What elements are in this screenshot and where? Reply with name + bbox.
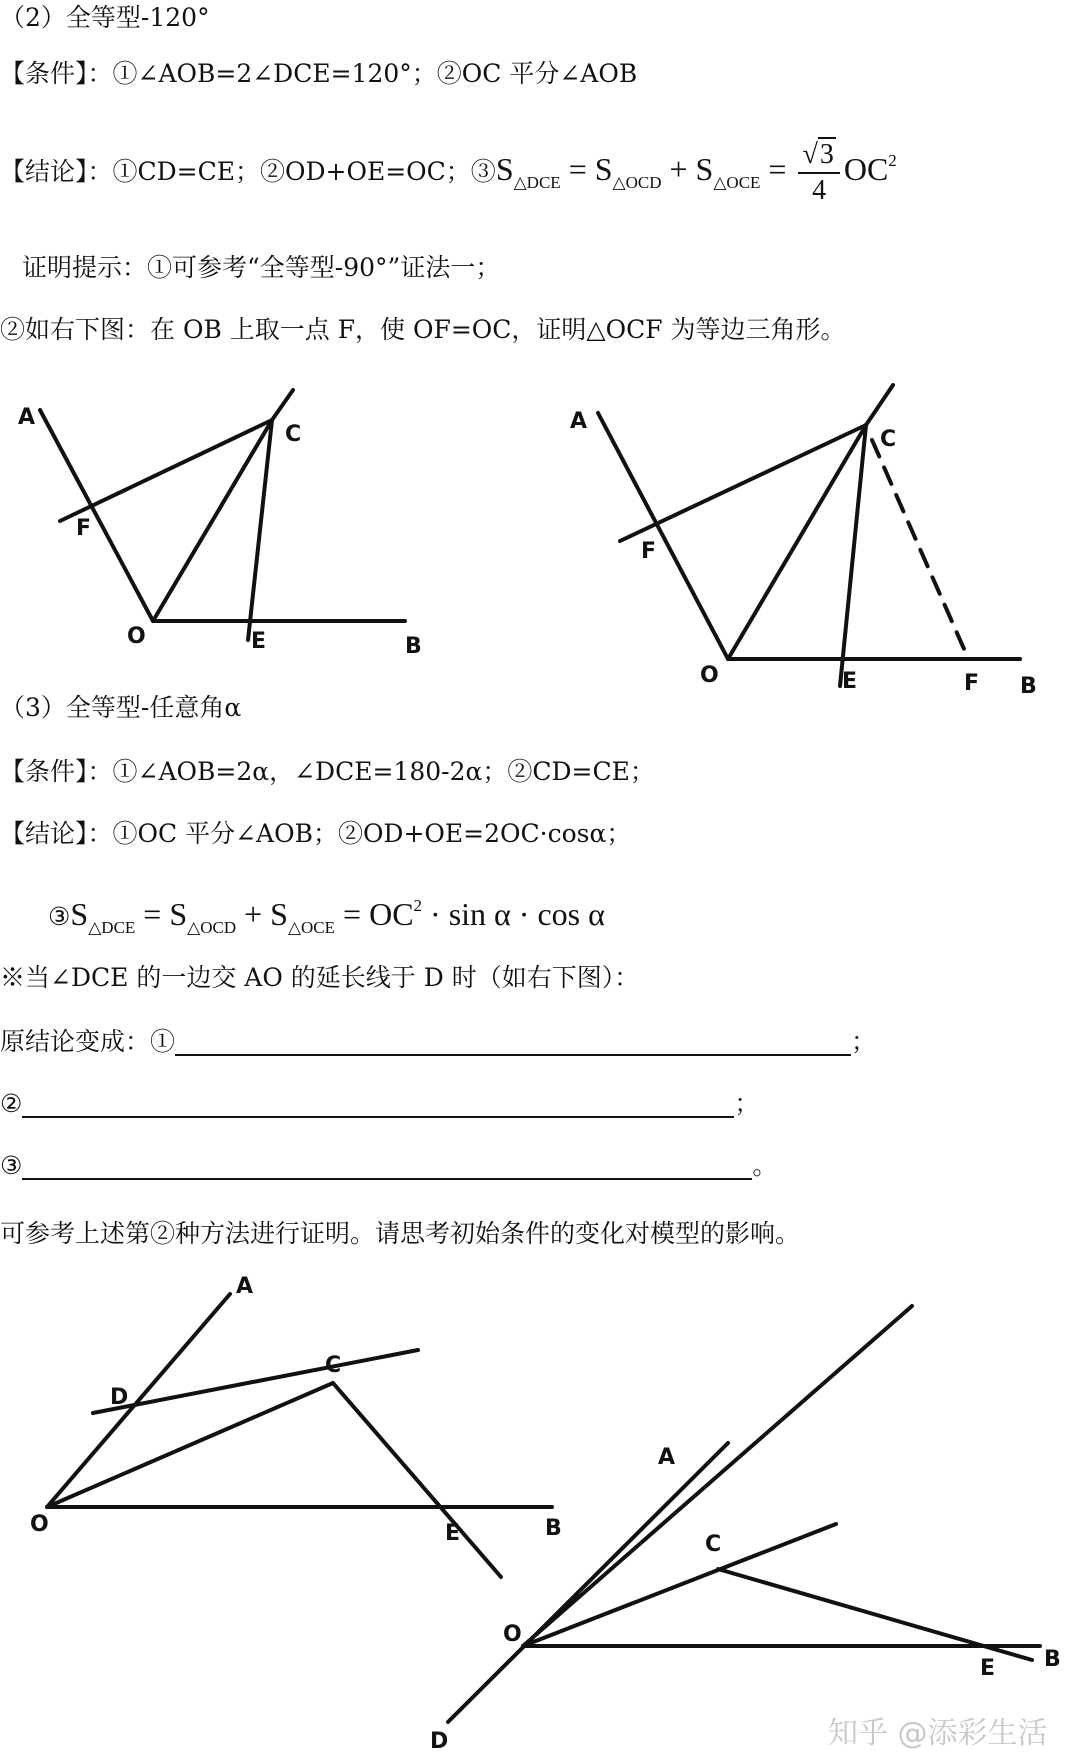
label-B: B xyxy=(1020,674,1037,699)
note-line: ※当∠DCE 的一边交 AO 的延长线于 D 时（如右下图）： xyxy=(0,963,640,992)
label-B: B xyxy=(545,1516,562,1541)
label-D: D xyxy=(110,1385,129,1410)
section2-hint2: ②如右下图：在 OB 上取一点 F，使 OF=OC，证明△OCF 为等边三角形。 xyxy=(0,315,846,344)
section2-condition: 【条件】：①∠AOB=2∠DCE=120°；②OC 平分∠AOB xyxy=(0,59,638,88)
label-E: E xyxy=(445,1521,461,1546)
label-F: F xyxy=(964,671,980,696)
figure-120-left xyxy=(40,390,405,640)
final-line: 可参考上述第②种方法进行证明。请思考初始条件的变化对模型的影响。 xyxy=(0,1219,801,1248)
blank-line-2: ② ； xyxy=(0,1089,760,1118)
label-O: O xyxy=(127,624,146,649)
watermark: 知乎 @添彩生活 xyxy=(828,1716,1048,1751)
section2-hint1: 证明提示：①可参考“全等型-90°”证法一； xyxy=(22,253,501,282)
section3-area-formula: $③S_{\triangle DCE} = S_{\triangle OCD} + S_{\triangle OCE} = OC^2 \cdot \sin \alpha \cdot \cos \alpha$ xyxy=(48,896,605,937)
section2-title: （2）全等型-120° xyxy=(0,3,210,32)
label-B: B xyxy=(405,634,422,659)
label-B: B xyxy=(1044,1647,1061,1672)
blank-line-3: ③ 。 xyxy=(0,1151,778,1180)
section3-conclusion: 【结论】：①OC 平分∠AOB；②OD+OE=2OC·cosα； xyxy=(0,819,632,848)
label-E: E xyxy=(842,669,858,694)
label-A: A xyxy=(570,409,588,434)
label-F: F xyxy=(641,539,657,564)
label-C: C xyxy=(325,1353,342,1378)
label-O: O xyxy=(30,1512,49,1537)
section2-area-formula: $S_{\triangle DCE} = S_{\triangle OCD} + S_{\triangle OCE}$ = $\frac{√3}{4}$ $OC^2$ xyxy=(495,138,897,206)
label-C: C xyxy=(285,422,302,447)
label-D: D xyxy=(430,1729,449,1754)
figure-alpha-right xyxy=(448,1306,1040,1722)
section3-title: （3）全等型-任意角α xyxy=(0,693,242,722)
figure-120-right xyxy=(598,385,1020,686)
label-E: E xyxy=(980,1656,996,1681)
label-O: O xyxy=(700,663,719,688)
label-O: O xyxy=(503,1622,522,1647)
label-C: C xyxy=(880,427,897,452)
label-C: C xyxy=(705,1532,722,1557)
figure-alpha-left xyxy=(47,1294,552,1577)
label-F: F xyxy=(76,516,92,541)
blank-line-1: 原结论变成：① ； xyxy=(0,1027,877,1056)
section3-condition: 【条件】：①∠AOB=2α，∠DCE=180-2α；②CD=CE； xyxy=(0,757,655,786)
label-A: A xyxy=(236,1274,254,1299)
section2-conclusion-prefix: 【结论】：①CD=CE；②OD+OE=OC；③ xyxy=(0,157,496,186)
label-A: A xyxy=(18,405,36,430)
sqrt3-over-4-fraction: $\frac{√3}{4}$ xyxy=(798,138,839,208)
label-E: E xyxy=(251,629,267,654)
label-A: A xyxy=(658,1445,676,1470)
